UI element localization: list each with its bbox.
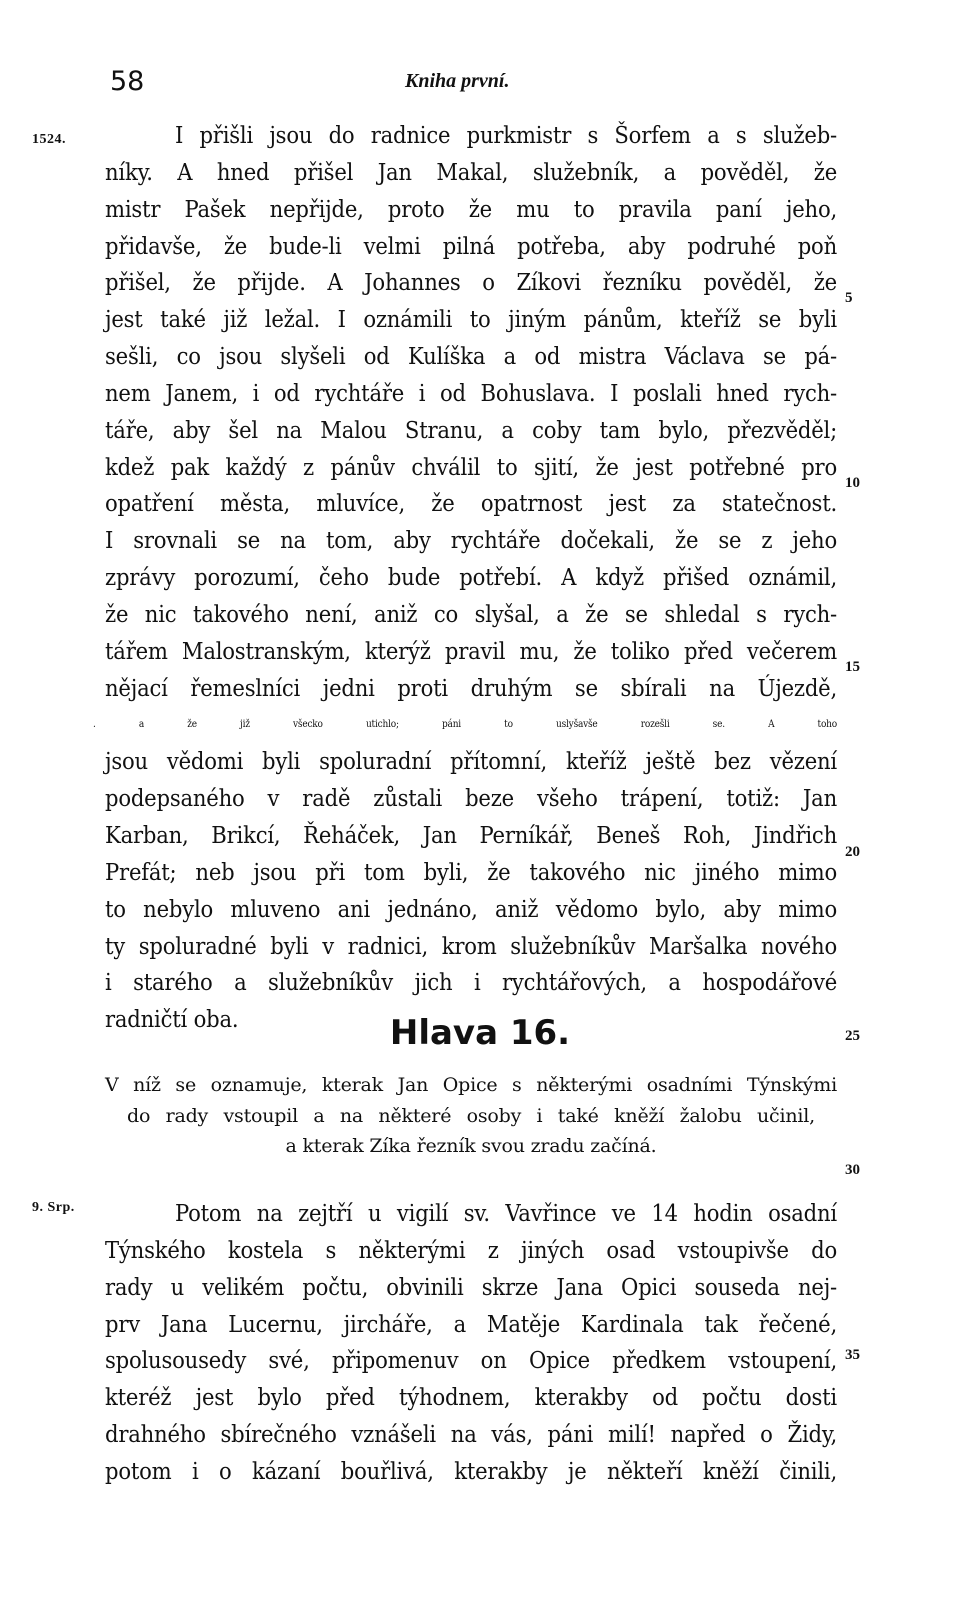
summary-line: do rady vstoupil a na některé osoby i také kněží žalobu učinil, [127, 1104, 815, 1127]
text-line: I srovnali se na tom, aby rychtáře dočekali, že se z jeho [105, 526, 837, 555]
text-line: níky. A hned přišel Jan Makal, služebník, a pověděl, že [105, 157, 837, 186]
margin-note-date: 9. Srp. [32, 1200, 75, 1215]
line-number-10: 10 [845, 475, 860, 491]
text-line: přidavše, že bude-li velmi pilná potřeba, aby podruhé poň [105, 231, 837, 260]
text-line: kteréž jest bylo před týhodnem, kterakby od počtu dosti [105, 1383, 837, 1412]
text-line: jsou vědomi byli spoluradní přítomní, kteříž ještě bez vězení [105, 747, 837, 776]
text-line: drahného sbírečného vznášeli na vás, páni milí! napřed o Židy, [105, 1420, 837, 1449]
text-line: rady u velikém počtu, obvinili skrze Jana Opici souseda nej- [105, 1272, 837, 1301]
page-header [110, 66, 840, 106]
text-line: nějací řemeslníci jedni proti druhým se sbírali na Újezdě, [105, 673, 837, 702]
text-line: Potom na zejtří u vigilí sv. Vavřince ve 14 hodin osadní [175, 1199, 837, 1227]
text-line: Karban, Brikcí, Řeháček, Jan Perníkář, Beneš Roh, Jindřich [105, 821, 837, 850]
text-line: sešli, co jsou slyšeli od Kulíška a od mistra Václava se pá- [105, 342, 837, 371]
text-line: tářem Malostranským, kterýž pravil mu, že toliko před večerem [105, 636, 837, 665]
chapter-title: Hlava 16. [389, 1013, 571, 1053]
text-line: Prefát; neb jsou při tom byli, že takového nic jiného mimo [105, 857, 837, 886]
text-line: nem Janem, i od rychtáře i od Bohuslava. I poslali hned rych- [105, 378, 837, 407]
line-number-30: 30 [845, 1162, 860, 1178]
text-line: to nebylo mluveno ani jednáno, aniž vědomo bylo, aby mimo [105, 894, 837, 923]
paragraph-1 [93, 117, 837, 1038]
running-head: Kniha první. [405, 70, 510, 92]
line-number-35: 35 [845, 1347, 860, 1363]
text-line: mistr Pašek nepřijde, proto že mu to pravila paní jeho, [105, 194, 837, 223]
text-line: Týnského kostela s některými z jiných osad vstoupivše do [105, 1235, 837, 1264]
line-number-25: 25 [845, 1028, 860, 1044]
summary-line: V níž se oznamuje, kterak Jan Opice s některými osadními Týnskými [105, 1074, 837, 1096]
summary-line: a kterak Zíka řezník svou zradu začíná. [285, 1135, 657, 1157]
text-line: spolusousedy své, připomenuv on Opice předkem vstoupení, [105, 1346, 837, 1375]
paragraph-2 [105, 1195, 837, 1490]
text-line: radničtí oba. [105, 1005, 239, 1034]
text-line: prv Jana Lucernu, jircháře, a Matěje Kardinala tak řečené, [105, 1309, 837, 1338]
line-number-5: 5 [845, 290, 853, 306]
text-line: že nic takového není, aniž co slyšal, a že se shledal s rych- [105, 599, 837, 628]
text-line: podepsaného v radě zůstali beze všeho trápení, totiž: Jan [105, 784, 837, 813]
line-number-15: 15 [845, 659, 860, 675]
text-line: potom i o kázaní bouřlivá, kterakby je někteří kněží činili, [105, 1456, 837, 1485]
text-line: kdež pak každý z pánův chválil to sjití, že jest potřebné pro [105, 452, 837, 481]
chapter-summary [105, 1070, 837, 1162]
text-line: . a že již všecko utichlo; páni to uslyšavše rozešli se. A toho [93, 718, 837, 730]
page-number: 58 [110, 66, 145, 97]
text-line: i starého a služebníkův jich i rychtářových, a hospodářové [105, 968, 837, 997]
margin-note-year: 1524. [32, 132, 66, 147]
text-line: ty spoluradné byli v radnici, krom služebníkův Maršalka nového [105, 931, 837, 960]
text-line: opatření města, mluvíce, že opatrnost jest za statečnost. [105, 489, 837, 518]
text-line: táře, aby šel na Malou Stranu, a coby tam bylo, přezvěděl; [105, 415, 837, 444]
line-number-20: 20 [845, 844, 860, 860]
text-line: I přišli jsou do radnice purkmistr s Šorfem a s služeb- [175, 121, 837, 149]
text-line: jest také již ležal. I oznámili to jiným pánům, kteříž se byli [105, 305, 837, 334]
text-line: přišel, že přijde. A Johannes o Zíkovi řezníku pověděl, že [105, 268, 837, 297]
text-line: zprávy porozumí, čeho bude potřebí. A když přišed oznámil, [105, 563, 837, 592]
